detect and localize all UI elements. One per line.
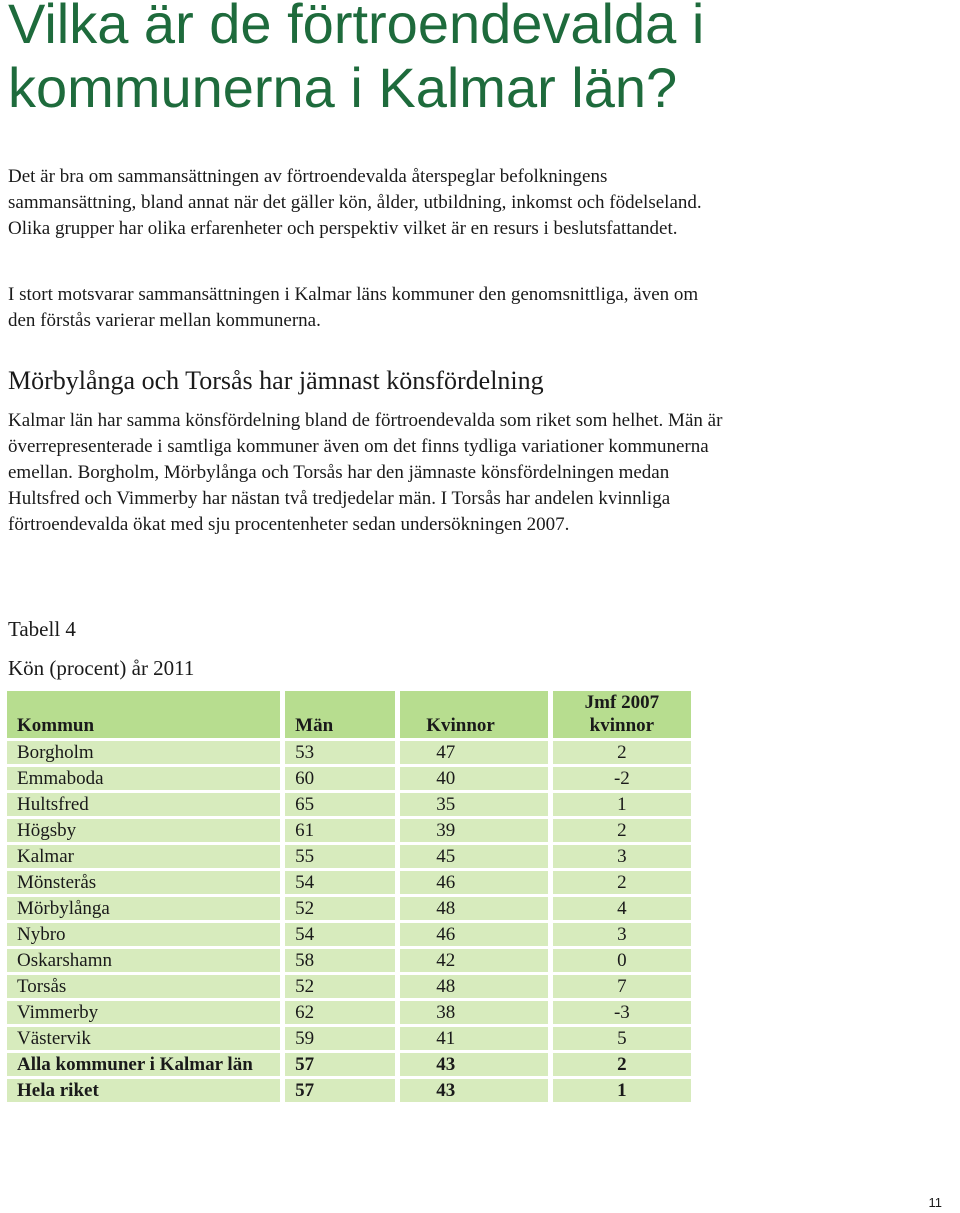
table-row — [7, 793, 691, 819]
table-row — [7, 949, 691, 975]
cell-jmf: 2 — [553, 1053, 691, 1079]
table-row — [7, 741, 691, 767]
cell-kommun: Västervik — [7, 1027, 285, 1053]
cell-kvinnor: 35 — [400, 793, 553, 819]
cell-man: 58 — [285, 949, 400, 975]
intro-paragraph: Det är bra om sammansättningen av förtroendevalda återspeglar befolkningens sammansättning, bland annat när det gäller kön, ålder, utbildning, inkomst och födelseland. Olika grupper har olika erfarenheter och perspektiv vilket är en resurs i beslutsfattandet. — [8, 166, 702, 239]
overview-paragraph: I stort motsvarar sammansättningen i Kalmar läns kommuner den genomsnittliga, även om den förstås varierar mellan kommunerna. — [8, 284, 699, 331]
cell-jmf: 3 — [553, 923, 691, 949]
gender-table — [7, 691, 691, 1105]
cell-kvinnor: 39 — [400, 819, 553, 845]
cell-kommun: Högsby — [7, 819, 285, 845]
header-kommun: Kommun — [7, 691, 285, 741]
section-body-paragraph: Kalmar län har samma könsfördelning bland de förtroendevalda som riket som helhet. Män är överrepresenterade i samtliga kommuner även om det finns tydliga variationer kommunerna emellan. Borgholm, Mörbylånga och Torsås har den jämnaste könsfördelningen medan Hultsfred och Vimmerby har nästan två tredjedelar män. I Torsås har andelen kvinnliga förtroendevalda ökat med sju procentenheter sedan undersökningen 2007. — [8, 410, 723, 535]
cell-kommun: Alla kommuner i Kalmar län — [7, 1053, 285, 1079]
table-row — [7, 845, 691, 871]
cell-jmf: -2 — [553, 767, 691, 793]
cell-kommun: Oskarshamn — [7, 949, 285, 975]
cell-kommun: Hela riket — [7, 1079, 285, 1105]
table-row — [7, 767, 691, 793]
header-man: Män — [285, 691, 400, 741]
cell-kvinnor: 42 — [400, 949, 553, 975]
cell-jmf: 0 — [553, 949, 691, 975]
cell-jmf: -3 — [553, 1001, 691, 1027]
cell-kvinnor: 40 — [400, 767, 553, 793]
table-row — [7, 1001, 691, 1027]
header-jmf-2007 — [553, 691, 691, 741]
table-row — [7, 897, 691, 923]
cell-man: 54 — [285, 923, 400, 949]
section-heading: Mörbylånga och Torsås har jämnast könsfördelning — [8, 366, 544, 395]
cell-man: 57 — [285, 1079, 400, 1105]
cell-kvinnor: 38 — [400, 1001, 553, 1027]
table-row — [7, 923, 691, 949]
cell-jmf: 5 — [553, 1027, 691, 1053]
cell-man: 61 — [285, 819, 400, 845]
header-kvinnor: Kvinnor — [400, 691, 553, 741]
cell-man: 57 — [285, 1053, 400, 1079]
cell-kommun: Kalmar — [7, 845, 285, 871]
cell-kommun: Mörbylånga — [7, 897, 285, 923]
cell-kvinnor: 48 — [400, 975, 553, 1001]
cell-jmf: 2 — [553, 871, 691, 897]
cell-man: 65 — [285, 793, 400, 819]
table-total-row — [7, 1053, 691, 1079]
cell-kvinnor: 48 — [400, 897, 553, 923]
cell-jmf: 7 — [553, 975, 691, 1001]
cell-kommun: Borgholm — [7, 741, 285, 767]
cell-man: 59 — [285, 1027, 400, 1053]
header-jmf-line1: Jmf 2007 — [584, 692, 660, 713]
cell-man: 54 — [285, 871, 400, 897]
cell-kommun: Emmaboda — [7, 767, 285, 793]
cell-jmf: 2 — [553, 741, 691, 767]
cell-man: 55 — [285, 845, 400, 871]
cell-man: 52 — [285, 975, 400, 1001]
cell-kommun: Torsås — [7, 975, 285, 1001]
page-title: Vilka är de förtroendevalda i kommunerna i Kalmar län? — [8, 0, 705, 119]
cell-kvinnor: 47 — [400, 741, 553, 767]
cell-man: 60 — [285, 767, 400, 793]
cell-kvinnor: 43 — [400, 1053, 553, 1079]
cell-man: 52 — [285, 897, 400, 923]
cell-kvinnor: 43 — [400, 1079, 553, 1105]
cell-jmf: 1 — [553, 1079, 691, 1105]
cell-jmf: 4 — [553, 897, 691, 923]
cell-jmf: 1 — [553, 793, 691, 819]
table-row — [7, 819, 691, 845]
cell-jmf: 3 — [553, 845, 691, 871]
cell-kommun: Mönsterås — [7, 871, 285, 897]
table-body — [7, 741, 691, 1105]
table-header-row — [7, 691, 691, 741]
cell-man: 53 — [285, 741, 400, 767]
cell-kvinnor: 46 — [400, 923, 553, 949]
cell-kommun: Hultsfred — [7, 793, 285, 819]
header-jmf-line2: kvinnor — [589, 715, 655, 736]
cell-kvinnor: 41 — [400, 1027, 553, 1053]
page-number: 11 — [928, 1195, 942, 1210]
cell-kommun: Vimmerby — [7, 1001, 285, 1027]
cell-kvinnor: 46 — [400, 871, 553, 897]
table-row — [7, 1027, 691, 1053]
cell-kommun: Nybro — [7, 923, 285, 949]
cell-jmf: 2 — [553, 819, 691, 845]
table-number: Tabell 4 — [8, 617, 76, 641]
table-total-row — [7, 1079, 691, 1105]
table-row — [7, 975, 691, 1001]
table-row — [7, 871, 691, 897]
table-caption: Kön (procent) år 2011 — [8, 656, 195, 680]
cell-man: 62 — [285, 1001, 400, 1027]
cell-kvinnor: 45 — [400, 845, 553, 871]
